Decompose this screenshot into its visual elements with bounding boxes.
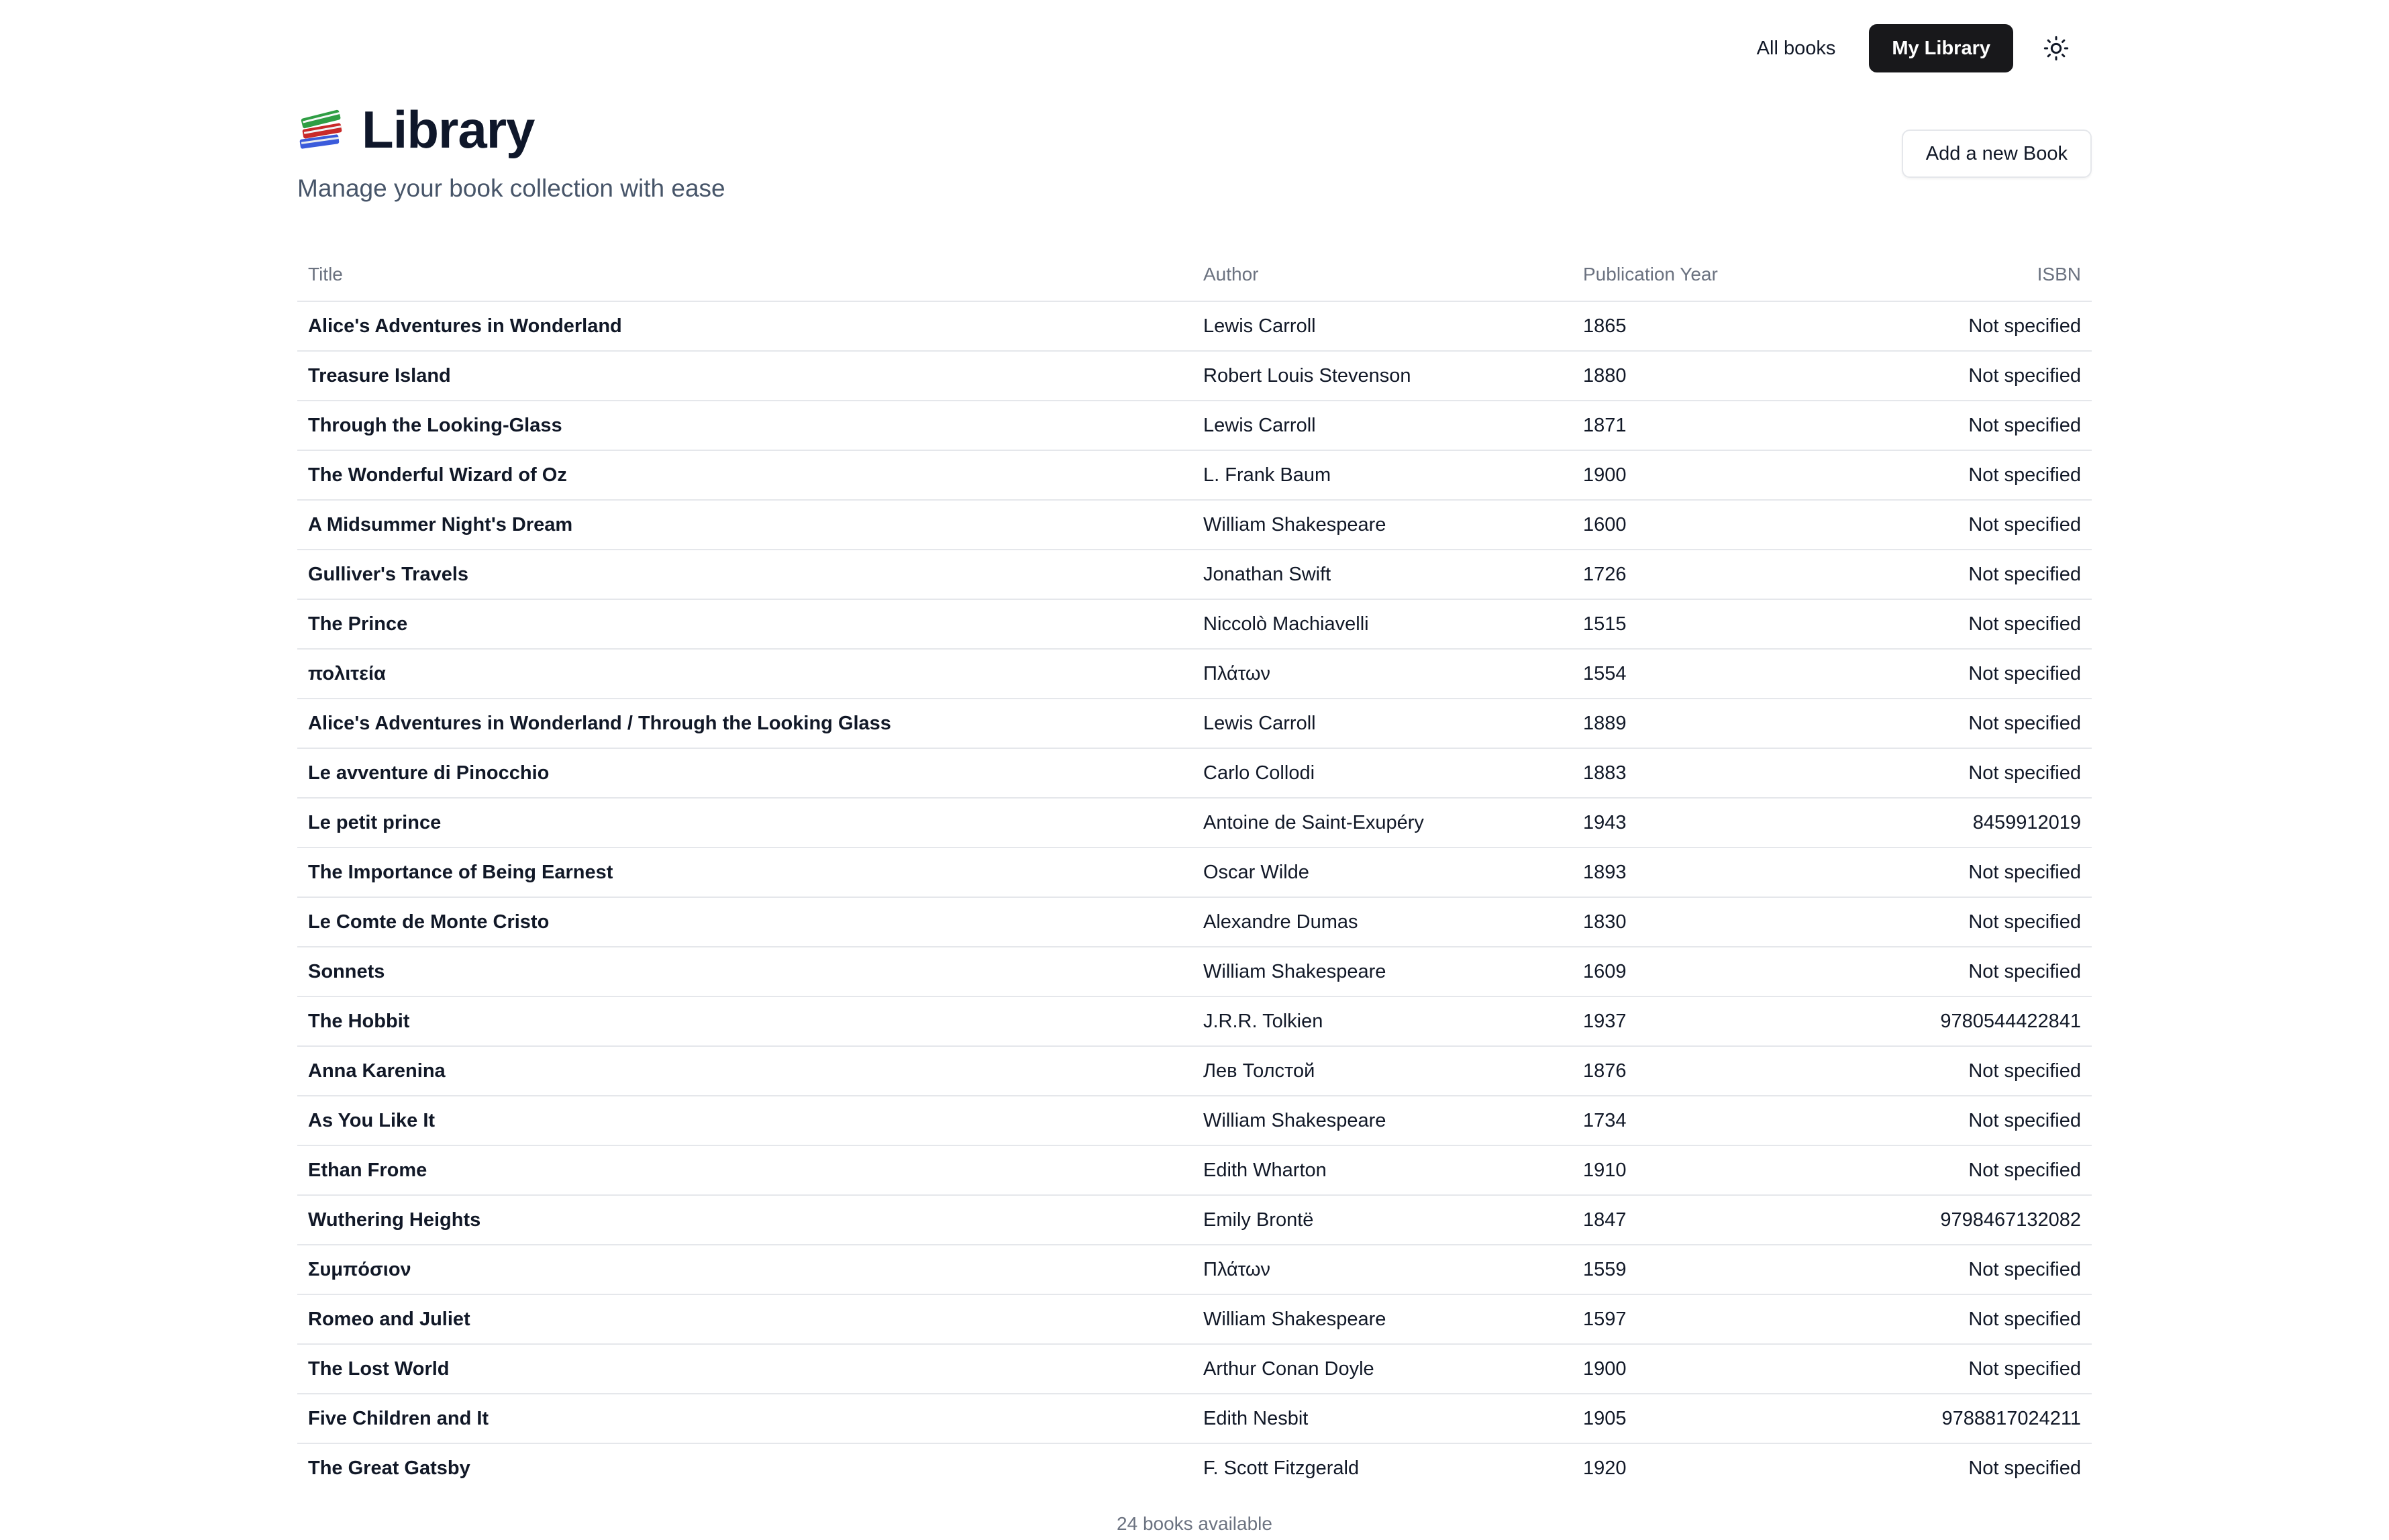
table-row[interactable] [297,550,2092,599]
cell-year: 1893 [1572,848,1854,897]
cell-author: Πλάτων [1192,649,1572,699]
cell-author: Robert Louis Stevenson [1192,351,1572,401]
cell-year: 1609 [1572,947,1854,996]
cell-year: 1900 [1572,450,1854,500]
cell-year: 1830 [1572,897,1854,947]
table-row[interactable] [297,798,2092,848]
table-row[interactable] [297,1195,2092,1245]
cell-year: 1559 [1572,1245,1854,1294]
cell-year: 1554 [1572,649,1854,699]
theme-toggle-button[interactable] [2032,24,2080,72]
cell-isbn: Not specified [1854,1344,2092,1394]
column-header-isbn[interactable]: ISBN [1854,248,2092,301]
table-row[interactable] [297,1096,2092,1145]
cell-author: Edith Nesbit [1192,1394,1572,1443]
cell-title: The Hobbit [297,996,1192,1046]
cell-title: Le petit prince [297,798,1192,848]
cell-title: The Great Gatsby [308,1457,470,1479]
cell-author: Antoine de Saint-Exupéry [1192,798,1572,848]
cell-year: 1734 [1572,1096,1854,1145]
table-row[interactable] [297,947,2092,996]
cell-author: William Shakespeare [1192,1294,1572,1344]
cell-year: 1900 [1572,1344,1854,1394]
cell-title: The Wonderful Wizard of Oz [297,450,1192,500]
cell-year: 1937 [1572,996,1854,1046]
cell-isbn: 9780544422841 [1854,996,2092,1046]
cell-title: Through the Looking-Glass [297,401,1192,450]
table-row[interactable] [297,1344,2092,1394]
cell-isbn: Not specified [1854,401,2092,450]
cell-year: 1943 [1572,798,1854,848]
cell-title: Treasure Island [297,351,1192,401]
cell-isbn: Not specified [1854,550,2092,599]
cell-title: πολιτεία [297,649,1192,699]
cell-year: 1515 [1572,599,1854,649]
cell-isbn: 9788817024211 [1854,1394,2092,1443]
cell-year: 1876 [1572,1046,1854,1096]
cell-isbn: Not specified [1854,897,2092,947]
cell-author: F. Scott Fitzgerald [1203,1457,1360,1479]
table-row[interactable] [297,1394,2092,1443]
column-header-year[interactable]: Publication Year [1572,248,1854,301]
cell-year: 1905 [1572,1394,1854,1443]
cell-isbn: Not specified [1854,500,2092,550]
cell-isbn: Not specified [1854,1145,2092,1195]
cell-year: 1847 [1572,1195,1854,1245]
table-row[interactable] [297,450,2092,500]
column-header-title[interactable]: Title [297,248,1192,301]
cell-isbn: Not specified [1854,1046,2092,1096]
table-row[interactable] [297,1294,2092,1344]
table-row[interactable] [297,351,2092,401]
cell-title: Sonnets [297,947,1192,996]
cell-title: Five Children and It [297,1394,1192,1443]
cell-year: 1880 [1572,351,1854,401]
table-row[interactable] [297,1245,2092,1294]
cell-year: 1910 [1572,1145,1854,1195]
cell-year: 1600 [1572,500,1854,550]
cell-isbn: Not specified [1854,848,2092,897]
nav-all-books[interactable]: All books [1734,24,1859,72]
books-table [297,248,2092,1492]
top-nav [1734,24,2080,72]
cell-isbn: Not specified [1854,1294,2092,1344]
cell-author: Лев Толстой [1192,1046,1572,1096]
cell-isbn: Not specified [1854,599,2092,649]
cell-year: 1871 [1572,401,1854,450]
cell-isbn: Not specified [1854,1245,2092,1294]
cell-title: Le avventure di Pinocchio [297,748,1192,798]
cell-author: Oscar Wilde [1192,848,1572,897]
books-icon [297,105,347,154]
cell-title: The Importance of Being Earnest [297,848,1192,897]
cell-title: Wuthering Heights [297,1195,1192,1245]
add-book-button[interactable]: Add a new Book [1902,130,2092,178]
table-row[interactable] [297,996,2092,1046]
cell-isbn: Not specified [1854,748,2092,798]
sun-icon [2043,35,2070,62]
cell-year: 1883 [1572,748,1854,798]
table-row[interactable] [297,1443,2092,1492]
cell-author: Lewis Carroll [1192,301,1572,351]
cell-isbn: 9798467132082 [1854,1195,2092,1245]
table-row[interactable] [297,748,2092,798]
cell-title: Alice's Adventures in Wonderland / Through the Looking Glass [297,699,1192,748]
cell-title: Gulliver's Travels [297,550,1192,599]
cell-author: William Shakespeare [1192,500,1572,550]
cell-year: 1865 [1572,301,1854,351]
cell-title: As You Like It [297,1096,1192,1145]
table-header-row [297,248,2092,301]
books-table-container [297,248,2092,1492]
cell-title: Romeo and Juliet [297,1294,1192,1344]
cell-author: William Shakespeare [1192,1096,1572,1145]
cell-title: The Lost World [297,1344,1192,1394]
column-header-author[interactable]: Author [1192,248,1572,301]
page-header [297,99,2092,207]
page-subtitle: Manage your book collection with ease [297,174,725,202]
cell-title: Le Comte de Monte Cristo [297,897,1192,947]
cell-isbn: Not specified [1854,947,2092,996]
cell-author: Carlo Collodi [1192,748,1572,798]
page-title: Library [362,100,535,159]
cell-isbn: Not specified [1854,649,2092,699]
cell-author: J.R.R. Tolkien [1192,996,1572,1046]
cell-title: The Prince [297,599,1192,649]
cell-title: Συμπόσιον [297,1245,1192,1294]
cell-isbn: Not specified [1854,351,2092,401]
table-row[interactable] [297,649,2092,699]
cell-year: 1889 [1572,699,1854,748]
cell-title: Anna Karenina [297,1046,1192,1096]
table-row[interactable] [297,301,2092,351]
cell-year: 1920 [1583,1457,1627,1479]
table-row[interactable] [297,599,2092,649]
cell-isbn: Not specified [1854,699,2092,748]
cell-isbn: Not specified [1854,1096,2092,1145]
cell-year: 1726 [1572,550,1854,599]
cell-isbn: Not specified [1968,1457,2081,1479]
title-row [297,99,2092,160]
cell-author: William Shakespeare [1192,947,1572,996]
cell-author: Πλάτων [1192,1245,1572,1294]
cell-title: Alice's Adventures in Wonderland [297,301,1192,351]
table-row[interactable] [297,401,2092,450]
cell-author: Lewis Carroll [1192,401,1572,450]
cell-title: Ethan Frome [297,1145,1192,1195]
cell-author: Niccolò Machiavelli [1192,599,1572,649]
table-row[interactable] [297,1145,2092,1195]
cell-year: 1597 [1572,1294,1854,1344]
table-row[interactable] [297,699,2092,748]
table-row[interactable] [297,500,2092,550]
table-row[interactable] [297,897,2092,947]
cell-isbn: 8459912019 [1854,798,2092,848]
cell-author: L. Frank Baum [1192,450,1572,500]
cell-isbn: Not specified [1854,301,2092,351]
cell-author: Jonathan Swift [1192,550,1572,599]
table-row[interactable] [297,848,2092,897]
cell-author: Lewis Carroll [1192,699,1572,748]
table-row[interactable] [297,1046,2092,1096]
cell-author: Edith Wharton [1192,1145,1572,1195]
cell-isbn: Not specified [1854,450,2092,500]
nav-my-library[interactable]: My Library [1869,24,2013,72]
cell-author: Arthur Conan Doyle [1192,1344,1572,1394]
book-count: 24 books available [1117,1513,1272,1534]
cell-author: Emily Brontë [1192,1195,1572,1245]
cell-author: Alexandre Dumas [1192,897,1572,947]
cell-title: A Midsummer Night's Dream [297,500,1192,550]
